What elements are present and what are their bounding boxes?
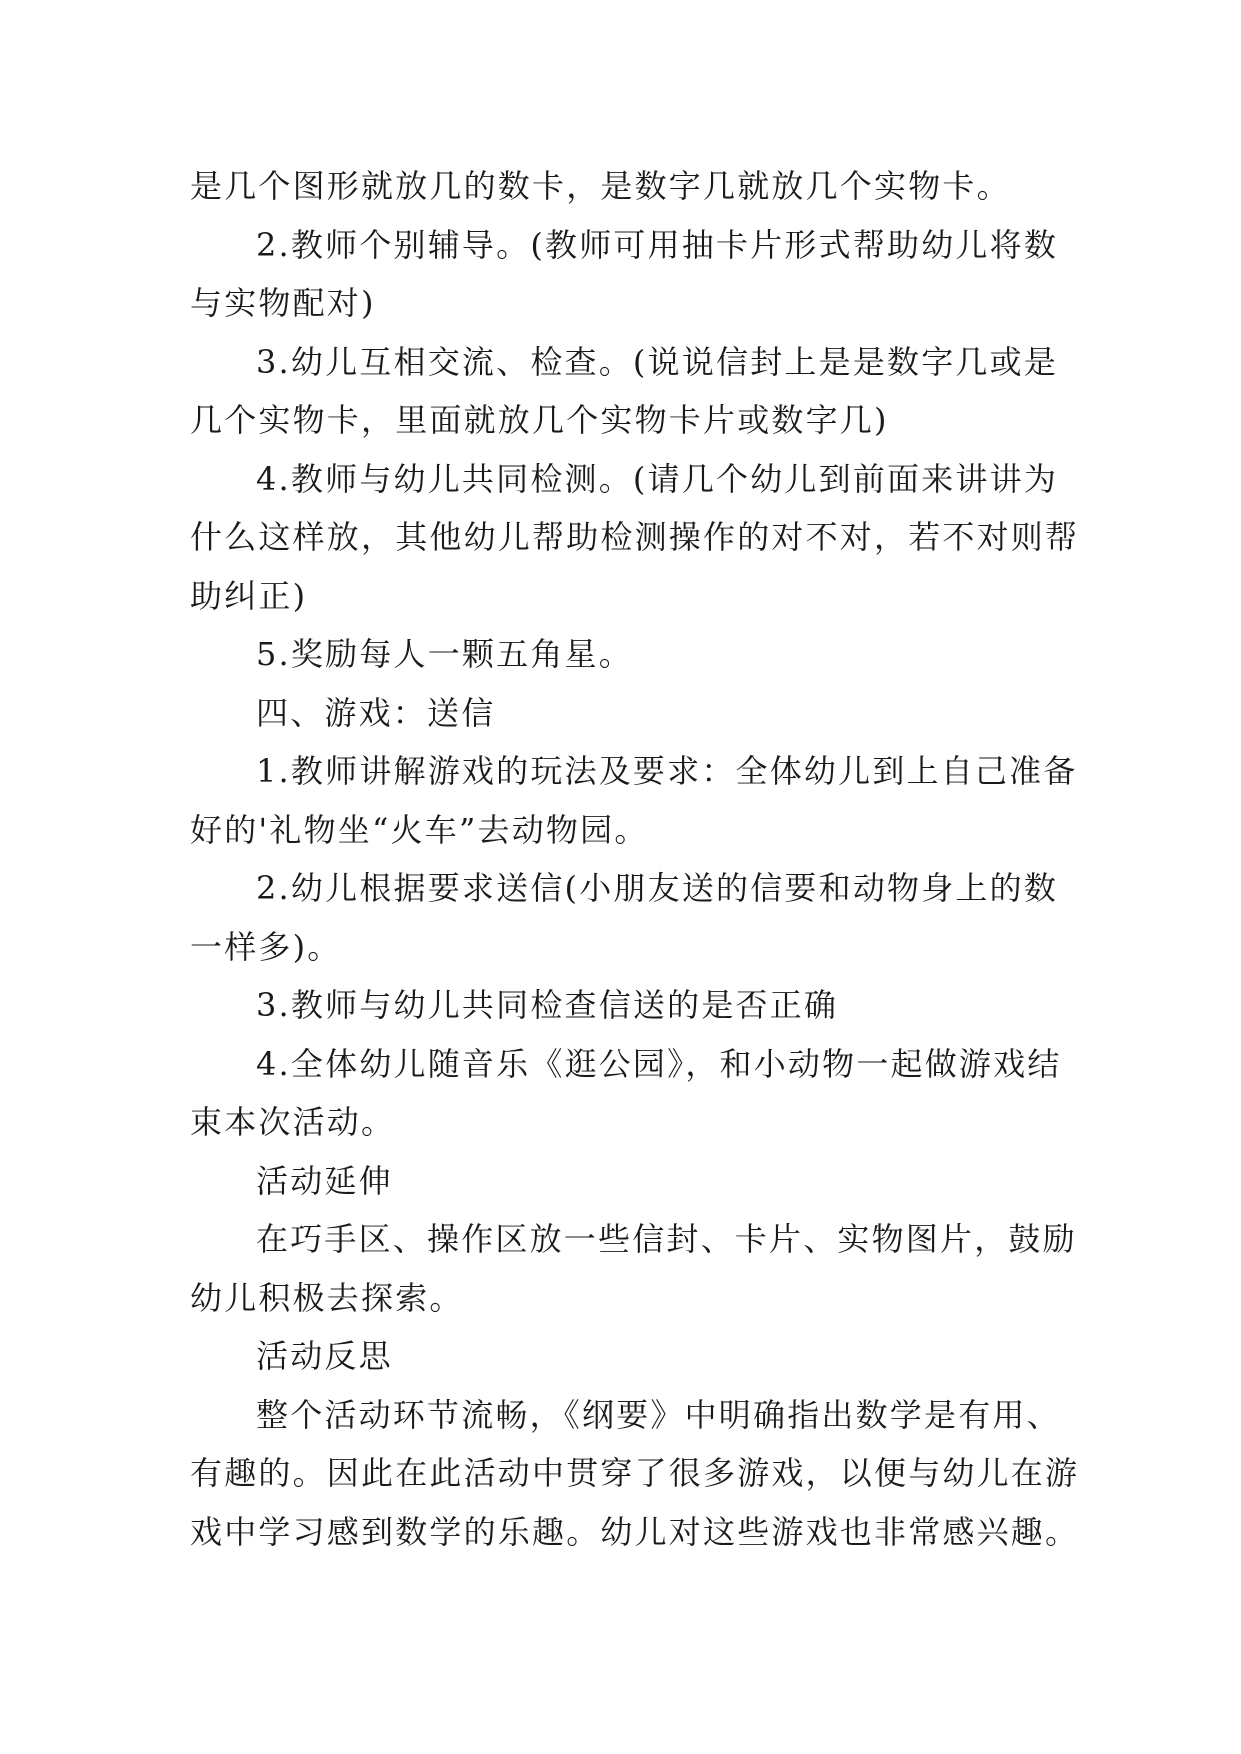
- text-line: 2.幼儿根据要求送信(小朋友送的信要和动物身上的数: [256, 869, 1059, 907]
- text-line: 3.幼儿互相交流、检查。(说说信封上是是数字几或是: [256, 342, 1059, 381]
- document-body: [190, 157, 1080, 1561]
- text-line: 好的'礼物坐“火车”去动物园。: [190, 810, 649, 849]
- text-line: 1.教师讲解游戏的玩法及要求：全体幼儿到上自己准备: [256, 752, 1078, 790]
- section-heading: 四、游戏：送信: [256, 693, 496, 732]
- text-line: 一样多)。: [190, 927, 342, 966]
- text-line: 束本次活动。: [190, 1103, 396, 1141]
- text-line: 4.教师与幼儿共同检测。(请几个幼儿到前面来讲讲为: [256, 459, 1059, 498]
- text-line: 整个活动环节流畅，《纲要》中明确指出数学是有用、: [256, 1395, 1061, 1434]
- section-heading: 活动反思: [256, 1337, 393, 1375]
- text-line: 什么这样放，其他幼儿帮助检测操作的对不对，若不对则帮: [190, 518, 1080, 556]
- text-line: 有趣的。因此在此活动中贯穿了很多游戏，以便与幼儿在游: [190, 1454, 1080, 1492]
- text-line: 幼儿积极去探索。: [190, 1278, 464, 1317]
- text-line: 与实物配对): [190, 284, 376, 322]
- text-line: 4.全体幼儿随音乐《逛公园》，和小动物一起做游戏结: [256, 1044, 1062, 1083]
- section-heading: 活动延伸: [256, 1161, 393, 1200]
- text-line: 是几个图形就放几的数卡，是数字几就放几个实物卡。: [190, 167, 1011, 205]
- text-line: 戏中学习感到数学的乐趣。幼儿对这些游戏也非常感兴趣。: [190, 1512, 1080, 1551]
- text-line: 助纠正): [190, 576, 308, 615]
- text-line: 几个实物卡，里面就放几个实物卡片或数字几): [190, 401, 889, 439]
- text-line: 5.奖励每人一颗五角星。: [256, 635, 633, 673]
- text-line: 2.教师个别辅导。(教师可用抽卡片形式帮助幼儿将数: [256, 225, 1059, 264]
- text-line: 在巧手区、操作区放一些信封、卡片、实物图片，鼓励: [256, 1220, 1077, 1258]
- text-line: 3.教师与幼儿共同检查信送的是否正确: [256, 986, 839, 1024]
